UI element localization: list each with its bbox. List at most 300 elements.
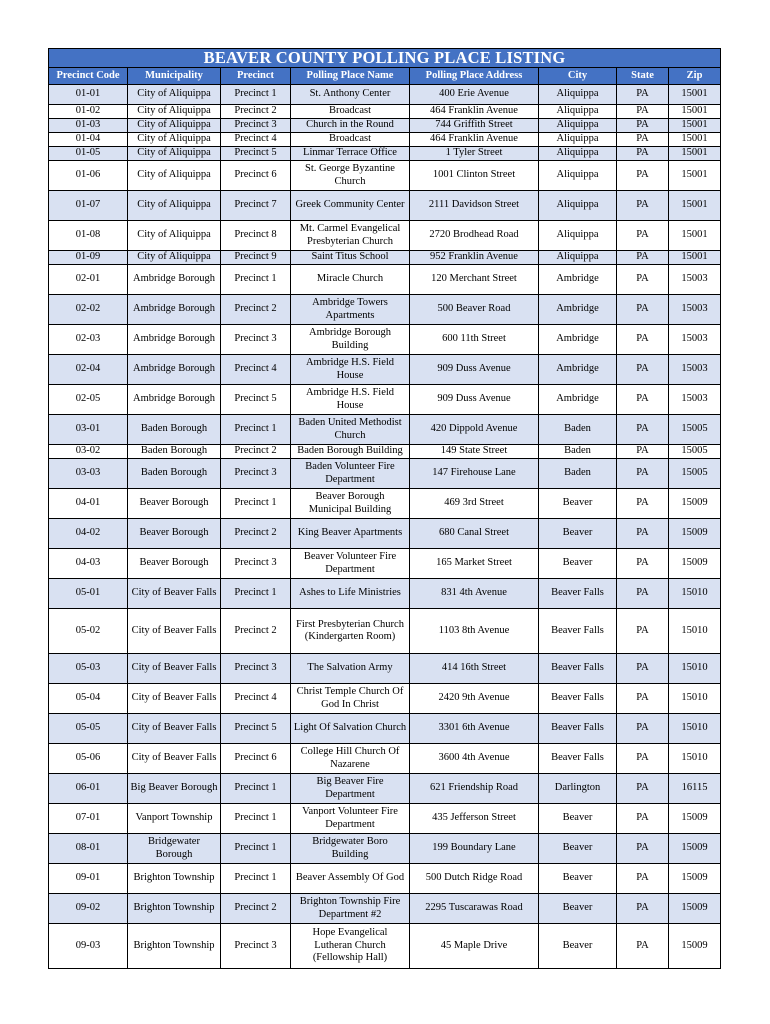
polling-place-address-cell: 744 Griffith Street <box>410 119 539 133</box>
city-cell: Aliquippa <box>539 119 617 133</box>
state-cell: PA <box>617 714 669 744</box>
polling-place-name-cell: Baden United Methodist Church <box>291 415 410 445</box>
precinct-code-cell: 02-03 <box>49 325 128 355</box>
city-cell: Ambridge <box>539 265 617 295</box>
sheet-title: BEAVER COUNTY POLLING PLACE LISTING <box>49 49 721 68</box>
zip-cell: 15003 <box>669 295 721 325</box>
zip-cell: 15001 <box>669 119 721 133</box>
title-row <box>49 49 721 68</box>
precinct-code-cell: 01-04 <box>49 133 128 147</box>
precinct-code-cell: 01-07 <box>49 191 128 221</box>
precinct-code-cell: 06-01 <box>49 774 128 804</box>
municipality-cell: City of Aliquippa <box>128 191 221 221</box>
precinct-code-cell: 01-03 <box>49 119 128 133</box>
municipality-cell: Brighton Township <box>128 924 221 969</box>
column-header-city: City <box>539 68 617 85</box>
polling-place-address-cell: 147 Firehouse Lane <box>410 459 539 489</box>
state-cell: PA <box>617 119 669 133</box>
state-cell: PA <box>617 774 669 804</box>
precinct-code-cell: 05-05 <box>49 714 128 744</box>
precinct-code-cell: 03-02 <box>49 445 128 459</box>
polling-place-address-cell: 464 Franklin Avenue <box>410 133 539 147</box>
polling-place-address-cell: 621 Friendship Road <box>410 774 539 804</box>
state-cell: PA <box>617 864 669 894</box>
city-cell: Beaver Falls <box>539 714 617 744</box>
precinct-cell: Precinct 9 <box>221 251 291 265</box>
precinct-cell: Precinct 3 <box>221 924 291 969</box>
polling-place-name-cell: First Presbyterian Church (Kindergarten Room) <box>291 609 410 654</box>
municipality-cell: City of Aliquippa <box>128 105 221 119</box>
polling-place-sheet <box>48 48 720 969</box>
state-cell: PA <box>617 265 669 295</box>
polling-place-name-cell: Ashes to Life Ministries <box>291 579 410 609</box>
zip-cell: 15009 <box>669 864 721 894</box>
precinct-cell: Precinct 3 <box>221 119 291 133</box>
city-cell: Ambridge <box>539 325 617 355</box>
municipality-cell: City of Beaver Falls <box>128 609 221 654</box>
city-cell: Aliquippa <box>539 147 617 161</box>
state-cell: PA <box>617 161 669 191</box>
state-cell: PA <box>617 894 669 924</box>
table-row <box>49 221 721 251</box>
polling-place-address-cell: 120 Merchant Street <box>410 265 539 295</box>
precinct-code-cell: 01-01 <box>49 85 128 105</box>
municipality-cell: City of Beaver Falls <box>128 579 221 609</box>
polling-place-address-cell: 831 4th Avenue <box>410 579 539 609</box>
zip-cell: 15009 <box>669 894 721 924</box>
zip-cell: 15009 <box>669 804 721 834</box>
city-cell: Beaver <box>539 924 617 969</box>
precinct-cell: Precinct 6 <box>221 161 291 191</box>
municipality-cell: Ambridge Borough <box>128 355 221 385</box>
zip-cell: 15009 <box>669 924 721 969</box>
state-cell: PA <box>617 549 669 579</box>
polling-place-address-cell: 952 Franklin Avenue <box>410 251 539 265</box>
state-cell: PA <box>617 415 669 445</box>
zip-cell: 15010 <box>669 684 721 714</box>
table-row <box>49 714 721 744</box>
polling-place-address-cell: 199 Boundary Lane <box>410 834 539 864</box>
state-cell: PA <box>617 609 669 654</box>
municipality-cell: City of Beaver Falls <box>128 744 221 774</box>
state-cell: PA <box>617 684 669 714</box>
polling-place-name-cell: Ambridge Towers Apartments <box>291 295 410 325</box>
city-cell: Darlington <box>539 774 617 804</box>
precinct-cell: Precinct 3 <box>221 549 291 579</box>
zip-cell: 15010 <box>669 744 721 774</box>
precinct-code-cell: 04-02 <box>49 519 128 549</box>
polling-place-address-cell: 420 Dippold Avenue <box>410 415 539 445</box>
state-cell: PA <box>617 191 669 221</box>
state-cell: PA <box>617 147 669 161</box>
polling-place-name-cell: Hope Evangelical Lutheran Church (Fellowship Hall) <box>291 924 410 969</box>
table-row <box>49 549 721 579</box>
municipality-cell: City of Aliquippa <box>128 133 221 147</box>
zip-cell: 15009 <box>669 549 721 579</box>
city-cell: Aliquippa <box>539 251 617 265</box>
state-cell: PA <box>617 489 669 519</box>
zip-cell: 15005 <box>669 445 721 459</box>
state-cell: PA <box>617 804 669 834</box>
polling-place-name-cell: The Salvation Army <box>291 654 410 684</box>
table-row <box>49 161 721 191</box>
polling-place-name-cell: Christ Temple Church Of God In Christ <box>291 684 410 714</box>
city-cell: Beaver <box>539 834 617 864</box>
precinct-cell: Precinct 1 <box>221 265 291 295</box>
city-cell: Beaver <box>539 489 617 519</box>
precinct-code-cell: 05-01 <box>49 579 128 609</box>
table-row <box>49 804 721 834</box>
zip-cell: 15001 <box>669 221 721 251</box>
column-header-precinct-code: Precinct Code <box>49 68 128 85</box>
municipality-cell: Big Beaver Borough <box>128 774 221 804</box>
state-cell: PA <box>617 251 669 265</box>
municipality-cell: Vanport Township <box>128 804 221 834</box>
table-row <box>49 191 721 221</box>
table-row <box>49 894 721 924</box>
precinct-code-cell: 02-05 <box>49 385 128 415</box>
polling-place-address-cell: 2720 Brodhead Road <box>410 221 539 251</box>
polling-place-address-cell: 500 Dutch Ridge Road <box>410 864 539 894</box>
precinct-code-cell: 04-03 <box>49 549 128 579</box>
polling-place-address-cell: 435 Jefferson Street <box>410 804 539 834</box>
municipality-cell: City of Aliquippa <box>128 147 221 161</box>
zip-cell: 15003 <box>669 355 721 385</box>
polling-place-address-cell: 909 Duss Avenue <box>410 385 539 415</box>
state-cell: PA <box>617 519 669 549</box>
precinct-code-cell: 02-02 <box>49 295 128 325</box>
municipality-cell: Bridgewater Borough <box>128 834 221 864</box>
polling-place-address-cell: 2111 Davidson Street <box>410 191 539 221</box>
city-cell: Beaver <box>539 804 617 834</box>
polling-place-name-cell: Baden Borough Building <box>291 445 410 459</box>
municipality-cell: Beaver Borough <box>128 519 221 549</box>
polling-place-name-cell: Brighton Township Fire Department #2 <box>291 894 410 924</box>
table-row <box>49 147 721 161</box>
zip-cell: 15010 <box>669 654 721 684</box>
municipality-cell: City of Aliquippa <box>128 85 221 105</box>
zip-cell: 15001 <box>669 85 721 105</box>
zip-cell: 15009 <box>669 519 721 549</box>
zip-cell: 15001 <box>669 251 721 265</box>
state-cell: PA <box>617 834 669 864</box>
state-cell: PA <box>617 385 669 415</box>
precinct-cell: Precinct 1 <box>221 415 291 445</box>
precinct-code-cell: 05-03 <box>49 654 128 684</box>
polling-place-name-cell: Baden Volunteer Fire Department <box>291 459 410 489</box>
city-cell: Baden <box>539 415 617 445</box>
municipality-cell: Beaver Borough <box>128 549 221 579</box>
table-row <box>49 489 721 519</box>
polling-place-address-cell: 3301 6th Avenue <box>410 714 539 744</box>
precinct-cell: Precinct 2 <box>221 295 291 325</box>
state-cell: PA <box>617 295 669 325</box>
table-row <box>49 119 721 133</box>
municipality-cell: Baden Borough <box>128 459 221 489</box>
polling-place-table <box>48 48 721 969</box>
polling-place-address-cell: 45 Maple Drive <box>410 924 539 969</box>
municipality-cell: Brighton Township <box>128 894 221 924</box>
table-row <box>49 385 721 415</box>
precinct-code-cell: 01-08 <box>49 221 128 251</box>
precinct-cell: Precinct 7 <box>221 191 291 221</box>
table-row <box>49 744 721 774</box>
table-row <box>49 579 721 609</box>
polling-place-address-cell: 2420 9th Avenue <box>410 684 539 714</box>
precinct-code-cell: 08-01 <box>49 834 128 864</box>
polling-place-address-cell: 3600 4th Avenue <box>410 744 539 774</box>
precinct-code-cell: 02-01 <box>49 265 128 295</box>
polling-place-name-cell: Saint Titus School <box>291 251 410 265</box>
table-row <box>49 774 721 804</box>
polling-place-address-cell: 1001 Clinton Street <box>410 161 539 191</box>
zip-cell: 15010 <box>669 579 721 609</box>
municipality-cell: Beaver Borough <box>128 489 221 519</box>
table-row <box>49 459 721 489</box>
city-cell: Aliquippa <box>539 105 617 119</box>
zip-cell: 16115 <box>669 774 721 804</box>
municipality-cell: Ambridge Borough <box>128 385 221 415</box>
city-cell: Aliquippa <box>539 85 617 105</box>
city-cell: Aliquippa <box>539 221 617 251</box>
municipality-cell: City of Beaver Falls <box>128 684 221 714</box>
table-row <box>49 445 721 459</box>
precinct-cell: Precinct 1 <box>221 864 291 894</box>
polling-place-address-cell: 1 Tyler Street <box>410 147 539 161</box>
state-cell: PA <box>617 221 669 251</box>
zip-cell: 15005 <box>669 459 721 489</box>
precinct-code-cell: 01-09 <box>49 251 128 265</box>
polling-place-address-cell: 469 3rd Street <box>410 489 539 519</box>
zip-cell: 15010 <box>669 714 721 744</box>
precinct-code-cell: 04-01 <box>49 489 128 519</box>
column-header-precinct: Precinct <box>221 68 291 85</box>
state-cell: PA <box>617 654 669 684</box>
table-row <box>49 864 721 894</box>
precinct-code-cell: 09-02 <box>49 894 128 924</box>
polling-place-name-cell: Beaver Borough Municipal Building <box>291 489 410 519</box>
city-cell: Beaver Falls <box>539 609 617 654</box>
polling-place-name-cell: St. George Byzantine Church <box>291 161 410 191</box>
table-row <box>49 85 721 105</box>
state-cell: PA <box>617 105 669 119</box>
polling-place-name-cell: Beaver Assembly Of God <box>291 864 410 894</box>
state-cell: PA <box>617 445 669 459</box>
precinct-cell: Precinct 6 <box>221 744 291 774</box>
precinct-cell: Precinct 2 <box>221 609 291 654</box>
precinct-code-cell: 07-01 <box>49 804 128 834</box>
city-cell: Ambridge <box>539 355 617 385</box>
polling-place-address-cell: 464 Franklin Avenue <box>410 105 539 119</box>
column-header-municipality: Municipality <box>128 68 221 85</box>
table-row <box>49 924 721 969</box>
column-header-polling-place-name: Polling Place Name <box>291 68 410 85</box>
precinct-cell: Precinct 3 <box>221 654 291 684</box>
precinct-code-cell: 05-02 <box>49 609 128 654</box>
precinct-cell: Precinct 3 <box>221 459 291 489</box>
header-row <box>49 68 721 85</box>
precinct-code-cell: 05-06 <box>49 744 128 774</box>
precinct-cell: Precinct 5 <box>221 714 291 744</box>
municipality-cell: Brighton Township <box>128 864 221 894</box>
city-cell: Beaver <box>539 894 617 924</box>
table-row <box>49 609 721 654</box>
table-row <box>49 519 721 549</box>
city-cell: Ambridge <box>539 385 617 415</box>
city-cell: Aliquippa <box>539 133 617 147</box>
state-cell: PA <box>617 133 669 147</box>
zip-cell: 15001 <box>669 161 721 191</box>
polling-place-address-cell: 909 Duss Avenue <box>410 355 539 385</box>
precinct-cell: Precinct 3 <box>221 325 291 355</box>
zip-cell: 15001 <box>669 133 721 147</box>
table-row <box>49 251 721 265</box>
precinct-cell: Precinct 1 <box>221 489 291 519</box>
municipality-cell: Baden Borough <box>128 445 221 459</box>
table-row <box>49 265 721 295</box>
municipality-cell: City of Aliquippa <box>128 161 221 191</box>
polling-place-name-cell: Big Beaver Fire Department <box>291 774 410 804</box>
precinct-cell: Precinct 4 <box>221 355 291 385</box>
polling-place-address-cell: 2295 Tuscarawas Road <box>410 894 539 924</box>
precinct-code-cell: 09-03 <box>49 924 128 969</box>
polling-place-address-cell: 1103 8th Avenue <box>410 609 539 654</box>
table-row <box>49 415 721 445</box>
polling-place-name-cell: Beaver Volunteer Fire Department <box>291 549 410 579</box>
precinct-cell: Precinct 2 <box>221 105 291 119</box>
polling-place-name-cell: Broadcast <box>291 105 410 119</box>
table-row <box>49 834 721 864</box>
municipality-cell: City of Beaver Falls <box>128 654 221 684</box>
precinct-cell: Precinct 4 <box>221 684 291 714</box>
state-cell: PA <box>617 924 669 969</box>
zip-cell: 15003 <box>669 385 721 415</box>
polling-place-name-cell: Broadcast <box>291 133 410 147</box>
precinct-cell: Precinct 1 <box>221 774 291 804</box>
polling-place-address-cell: 400 Erie Avenue <box>410 85 539 105</box>
state-cell: PA <box>617 85 669 105</box>
table-body <box>49 85 721 969</box>
polling-place-name-cell: Ambridge H.S. Field House <box>291 355 410 385</box>
precinct-code-cell: 03-03 <box>49 459 128 489</box>
precinct-code-cell: 03-01 <box>49 415 128 445</box>
municipality-cell: Ambridge Borough <box>128 325 221 355</box>
precinct-cell: Precinct 1 <box>221 85 291 105</box>
polling-place-address-cell: 600 11th Street <box>410 325 539 355</box>
polling-place-address-cell: 500 Beaver Road <box>410 295 539 325</box>
zip-cell: 15003 <box>669 265 721 295</box>
polling-place-name-cell: Bridgewater Boro Building <box>291 834 410 864</box>
city-cell: Beaver Falls <box>539 684 617 714</box>
zip-cell: 15001 <box>669 191 721 221</box>
table-row <box>49 654 721 684</box>
table-row <box>49 325 721 355</box>
table-row <box>49 684 721 714</box>
city-cell: Aliquippa <box>539 161 617 191</box>
precinct-code-cell: 01-05 <box>49 147 128 161</box>
column-header-zip: Zip <box>669 68 721 85</box>
precinct-cell: Precinct 2 <box>221 894 291 924</box>
state-cell: PA <box>617 325 669 355</box>
precinct-cell: Precinct 1 <box>221 804 291 834</box>
polling-place-address-cell: 414 16th Street <box>410 654 539 684</box>
city-cell: Beaver <box>539 519 617 549</box>
city-cell: Baden <box>539 445 617 459</box>
table-row <box>49 133 721 147</box>
precinct-cell: Precinct 5 <box>221 385 291 415</box>
municipality-cell: City of Aliquippa <box>128 119 221 133</box>
municipality-cell: City of Aliquippa <box>128 251 221 265</box>
zip-cell: 15003 <box>669 325 721 355</box>
polling-place-name-cell: College Hill Church Of Nazarene <box>291 744 410 774</box>
polling-place-address-cell: 149 State Street <box>410 445 539 459</box>
polling-place-name-cell: Miracle Church <box>291 265 410 295</box>
zip-cell: 15001 <box>669 147 721 161</box>
precinct-cell: Precinct 1 <box>221 579 291 609</box>
municipality-cell: Ambridge Borough <box>128 295 221 325</box>
state-cell: PA <box>617 355 669 385</box>
polling-place-name-cell: Ambridge H.S. Field House <box>291 385 410 415</box>
precinct-cell: Precinct 5 <box>221 147 291 161</box>
polling-place-name-cell: St. Anthony Center <box>291 85 410 105</box>
precinct-cell: Precinct 2 <box>221 445 291 459</box>
precinct-code-cell: 01-02 <box>49 105 128 119</box>
municipality-cell: City of Beaver Falls <box>128 714 221 744</box>
precinct-code-cell: 02-04 <box>49 355 128 385</box>
polling-place-name-cell: Church in the Round <box>291 119 410 133</box>
polling-place-name-cell: Vanport Volunteer Fire Department <box>291 804 410 834</box>
polling-place-name-cell: King Beaver Apartments <box>291 519 410 549</box>
state-cell: PA <box>617 744 669 774</box>
precinct-code-cell: 01-06 <box>49 161 128 191</box>
zip-cell: 15001 <box>669 105 721 119</box>
city-cell: Ambridge <box>539 295 617 325</box>
city-cell: Beaver Falls <box>539 744 617 774</box>
city-cell: Beaver <box>539 864 617 894</box>
city-cell: Beaver <box>539 549 617 579</box>
municipality-cell: Baden Borough <box>128 415 221 445</box>
zip-cell: 15009 <box>669 834 721 864</box>
precinct-cell: Precinct 1 <box>221 834 291 864</box>
precinct-cell: Precinct 8 <box>221 221 291 251</box>
precinct-cell: Precinct 2 <box>221 519 291 549</box>
polling-place-address-cell: 165 Market Street <box>410 549 539 579</box>
column-header-state: State <box>617 68 669 85</box>
zip-cell: 15009 <box>669 489 721 519</box>
zip-cell: 15005 <box>669 415 721 445</box>
table-row <box>49 355 721 385</box>
polling-place-name-cell: Greek Community Center <box>291 191 410 221</box>
city-cell: Beaver Falls <box>539 654 617 684</box>
state-cell: PA <box>617 579 669 609</box>
precinct-cell: Precinct 4 <box>221 133 291 147</box>
polling-place-address-cell: 680 Canal Street <box>410 519 539 549</box>
zip-cell: 15010 <box>669 609 721 654</box>
column-header-polling-place-address: Polling Place Address <box>410 68 539 85</box>
city-cell: Baden <box>539 459 617 489</box>
polling-place-name-cell: Mt. Carmel Evangelical Presbyterian Church <box>291 221 410 251</box>
table-row <box>49 295 721 325</box>
polling-place-name-cell: Linmar Terrace Office <box>291 147 410 161</box>
table-row <box>49 105 721 119</box>
municipality-cell: City of Aliquippa <box>128 221 221 251</box>
polling-place-name-cell: Ambridge Borough Building <box>291 325 410 355</box>
polling-place-name-cell: Light Of Salvation Church <box>291 714 410 744</box>
city-cell: Beaver Falls <box>539 579 617 609</box>
city-cell: Aliquippa <box>539 191 617 221</box>
municipality-cell: Ambridge Borough <box>128 265 221 295</box>
precinct-code-cell: 05-04 <box>49 684 128 714</box>
